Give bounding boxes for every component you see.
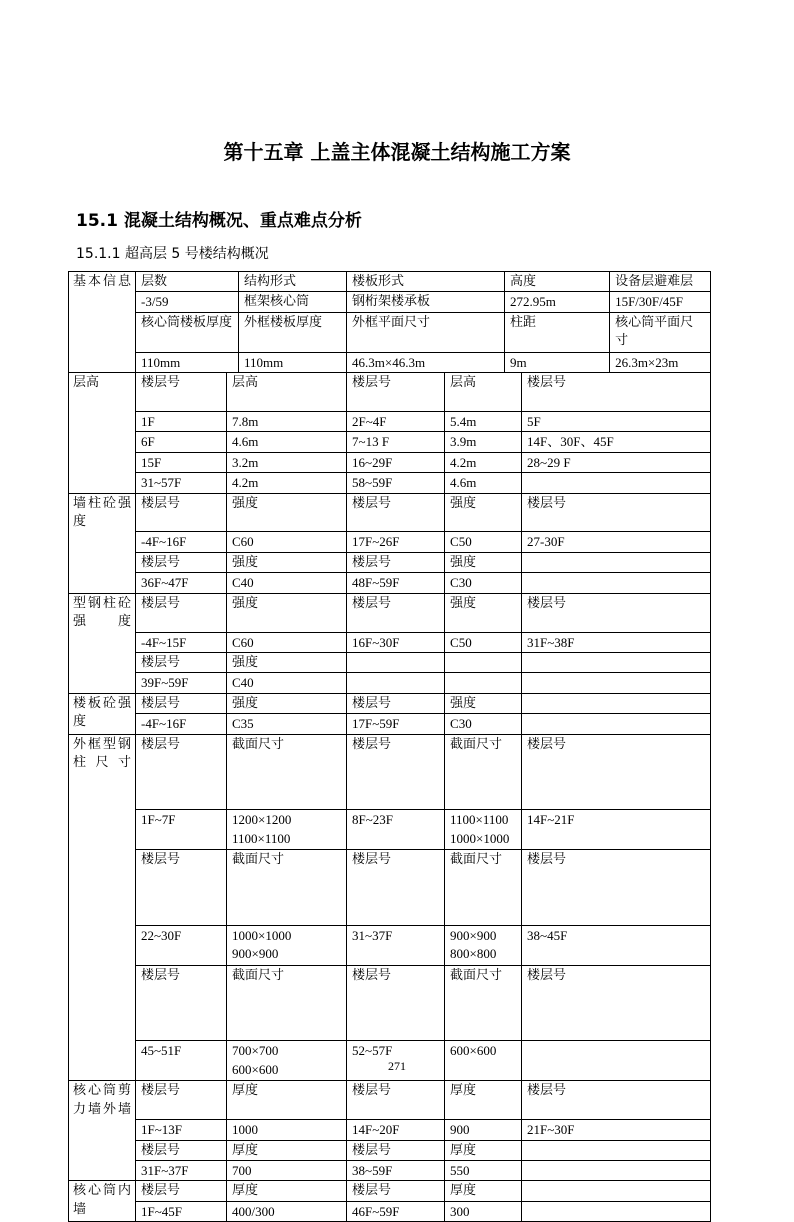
table-row: 型钢柱砼强度 楼层号 强度 楼层号 强度 楼层号 (69, 593, 711, 632)
table-row: 39F~59F C40 (69, 673, 711, 693)
table-row: 1F~13F 1000 14F~20F 900 21F~30F (69, 1120, 711, 1140)
section-title: 15.1 混凝土结构概况、重点难点分析 (76, 211, 362, 231)
page-number: 271 (388, 1059, 406, 1073)
category-slab: 楼板砼强度 (69, 693, 136, 734)
table-row: 36F~47F C40 48F~59F C30 (69, 573, 711, 593)
table-row: 楼层号 截面尺寸 楼层号 截面尺寸 楼层号 (69, 965, 711, 1041)
table-row: -4F~16F C35 17F~59F C30 (69, 714, 711, 734)
category-outer-frame: 外框型钢柱尺寸 (69, 734, 136, 1081)
table-row: 墙柱砼强度 楼层号 强度 楼层号 强度 楼层号 (69, 493, 711, 532)
table-row: 楼层号 截面尺寸 楼层号 截面尺寸 楼层号 (69, 850, 711, 926)
table-row: -4F~15F C60 16F~30F C50 31F~38F (69, 632, 711, 652)
table-row: 楼层号 强度 (69, 652, 711, 672)
table-row: 110mm 110mm 46.3m×46.3m 9m 26.3m×23m (69, 352, 711, 372)
table-row: 31~57F 4.2m 58~59F 4.6m (69, 473, 711, 493)
table-row: 1F~7F 1200×1200 1100×1100 8F~23F 1100×1100 1000×1000 14F~21F (69, 810, 711, 850)
table-row: 外框型钢柱尺寸 楼层号 截面尺寸 楼层号 截面尺寸 楼层号 (69, 734, 711, 810)
table-row: 核心筒楼板厚度 外框楼板厚度 外框平面尺寸 柱距 核心筒平面尺寸 (69, 312, 711, 352)
table-row: 楼层号 强度 楼层号 强度 (69, 552, 711, 572)
table-row: 6F 4.6m 7~13 F 3.9m 14F、30F、45F (69, 432, 711, 452)
category-core-inner-wall: 核心筒内墙 (69, 1181, 136, 1222)
table-row: 1F~45F 400/300 46F~59F 300 (69, 1201, 711, 1221)
structure-overview-table (68, 271, 711, 1222)
table-row: 基本信息 层数 结构形式 楼板形式 高度 设备层避难层 (69, 272, 711, 292)
table-row: 22~30F 1000×1000 900×900 31~37F 900×900 800×800 38~45F (69, 925, 711, 965)
table-row: 楼板砼强度 楼层号 强度 楼层号 强度 (69, 693, 711, 713)
category-core-outer-wall: 核心筒剪力墙外墙 (69, 1081, 136, 1181)
category-floor-height: 层高 (69, 373, 136, 493)
table-row: 核心筒剪力墙外墙 楼层号 厚度 楼层号 厚度 楼层号 (69, 1081, 711, 1120)
table-row: 15F 3.2m 16~29F 4.2m 28~29 F (69, 452, 711, 472)
category-steel-column: 型钢柱砼强度 (69, 593, 136, 693)
category-wall-column: 墙柱砼强度 (69, 493, 136, 593)
table-row: 1F 7.8m 2F~4F 5.4m 5F (69, 412, 711, 432)
table-row: -3/59 框架核心筒 钢桁架楼承板 272.95m 15F/30F/45F (69, 292, 711, 312)
table-row: 核心筒内墙 楼层号 厚度 楼层号 厚度 (69, 1181, 711, 1201)
category-basic: 基本信息 (69, 272, 136, 373)
table-row: 层高 楼层号 层高 楼层号 层高 楼层号 (69, 373, 711, 412)
table-row: 31F~37F 700 38~59F 550 (69, 1161, 711, 1181)
subsection-title: 15.1.1 超高层 5 号楼结构概况 (76, 246, 269, 262)
table-row: -4F~16F C60 17F~26F C50 27-30F (69, 532, 711, 552)
table-row: 45~51F 700×700 600×600 52~57F 600×600 (69, 1041, 711, 1081)
chapter-title: 第十五章 上盖主体混凝土结构施工方案 (223, 140, 571, 164)
table-row: 楼层号 厚度 楼层号 厚度 (69, 1140, 711, 1160)
